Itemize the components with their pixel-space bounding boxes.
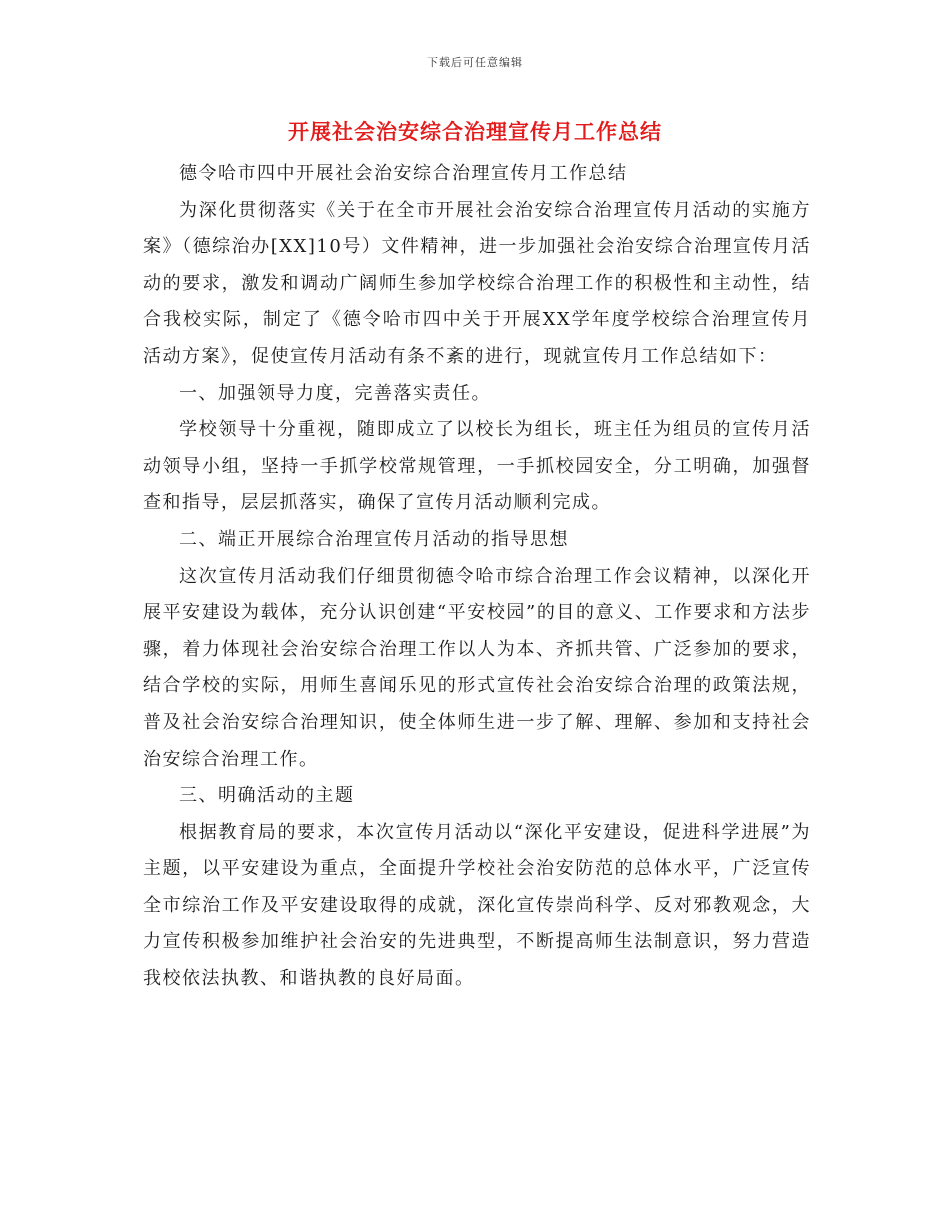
header-note: 下载后可任意编辑 bbox=[427, 56, 523, 69]
paragraph-section-1: 学校领导十分重视，随即成立了以校长为组长，班主任为组员的宣传月活动领导小组，坚持一手抓学校常规管理，一手抓校园安全，分工明确，加强督查和指导，层层抓落实，确保了宣传月活动顺利完成。 bbox=[143, 419, 811, 514]
document-body bbox=[143, 156, 811, 998]
section-heading-3: 三、明确活动的主题 bbox=[179, 785, 355, 807]
section-heading-2: 二、端正开展综合治理宣传月活动的指导思想 bbox=[179, 528, 569, 550]
paragraph-section-3: 根据教育局的要求，本次宣传月活动以“深化平安建设，促进科学进展”为主题，以平安建设为重点，全面提升学校社会治安防范的总体水平，广泛宣传全市综治工作及平安建设取得的成就，深化宣传崇尚科学、反对邪教观念，大力宣传积极参加维护社会治安的先进典型，不断提高师生法制意识，努力营造我校依法执教、和谐执教的良好局面。 bbox=[143, 821, 811, 990]
paragraph-section-2: 这次宣传月活动我们仔细贯彻德令哈市综合治理工作会议精神，以深化开展平安建设为载体，充分认识创建“平安校园”的目的意义、工作要求和方法步骤，着力体现社会治安综合治理工作以人为本、齐抓共管、广泛参加的要求，结合学校的实际，用师生喜闻乐见的形式宣传社会治安综合治理的政策法规，普及社会治安综合治理知识，使全体师生进一步了解、理解、参加和支持社会治安综合治理工作。 bbox=[143, 565, 811, 770]
paragraph-intro: 为深化贯彻落实《关于在全市开展社会治安综合治理宣传月活动的实施方案》（德综治办[XX]10号）文件精神，进一步加强社会治安综合治理宣传月活动的要求，激发和调动广阔师生参加学校综合治理工作的积极性和主动性，结合我校实际，制定了《德令哈市四中关于开展XX学年度学校综合治理宣传月活动方案》，促使宣传月活动有条不紊的进行，现就宣传月工作总结如下： bbox=[143, 199, 811, 367]
paragraph-subtitle: 德令哈市四中开展社会治安综合治理宣传月工作总结 bbox=[179, 163, 628, 184]
section-heading-1: 一、加强领导力度，完善落实责任。 bbox=[179, 382, 491, 404]
document-title: 开展社会治安综合治理宣传月工作总结 bbox=[288, 120, 662, 144]
